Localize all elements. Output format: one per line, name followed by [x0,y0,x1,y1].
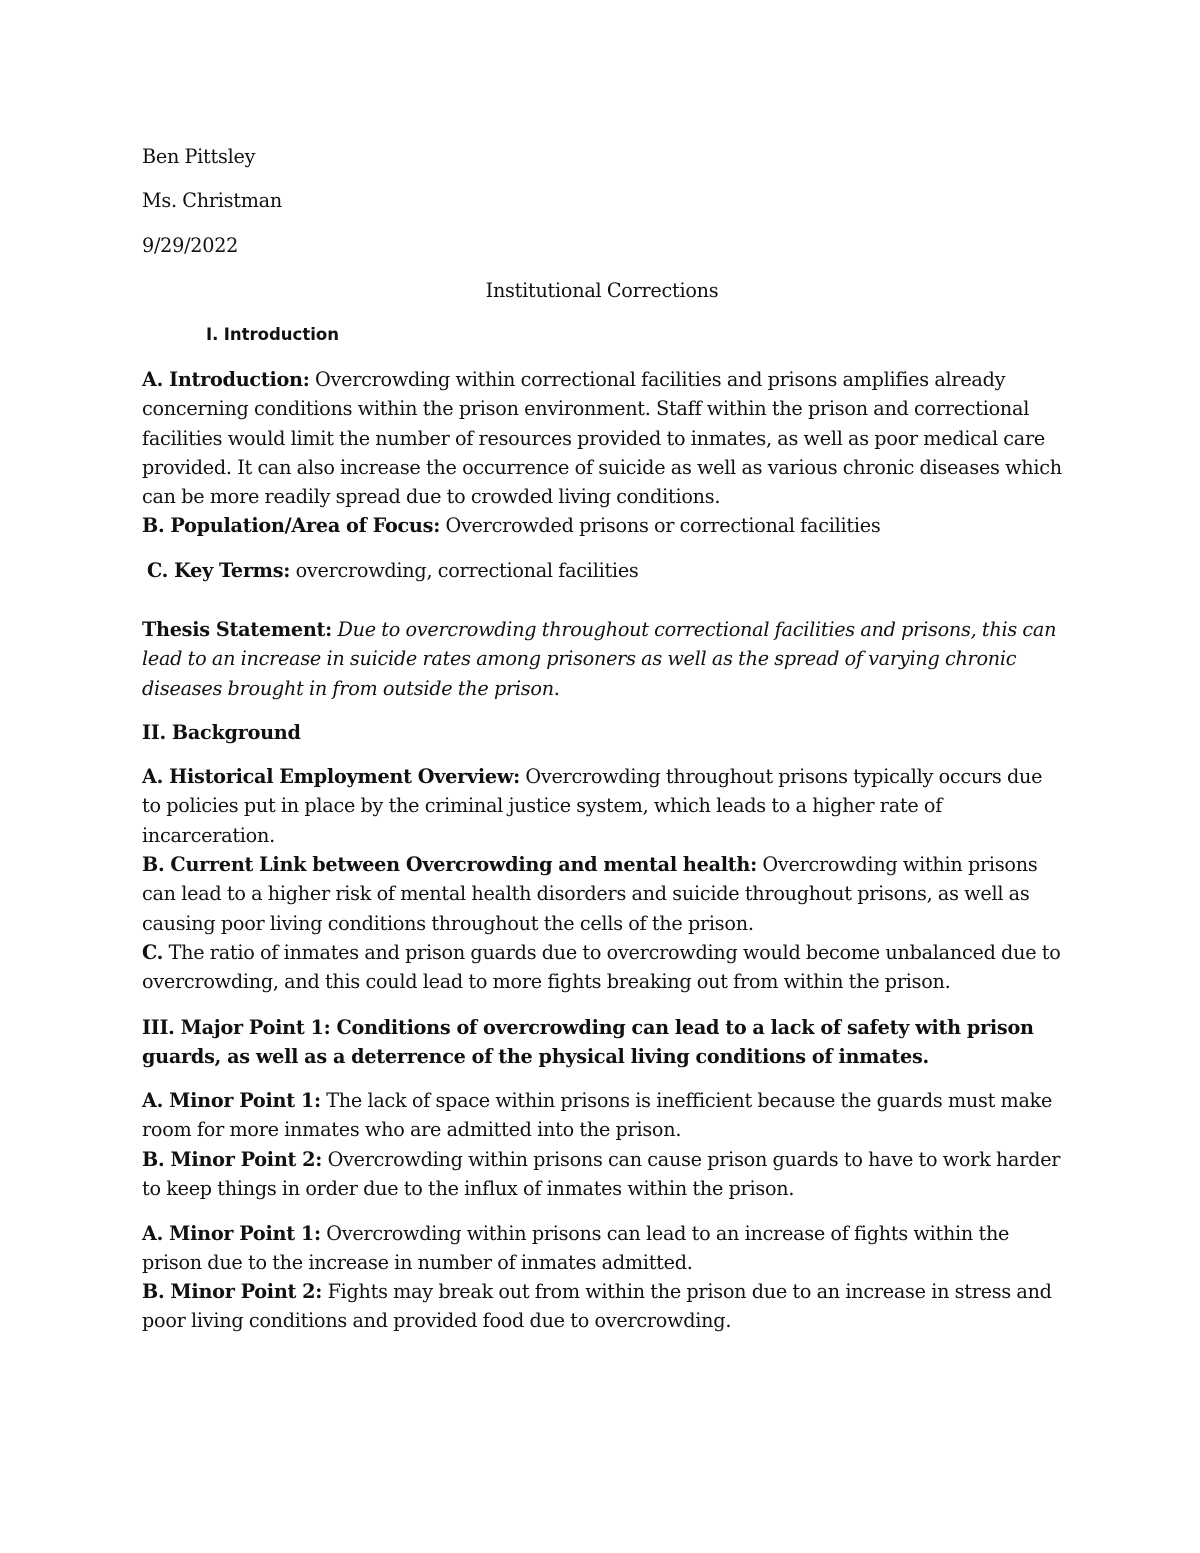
minor-point-1-label: A. Minor Point 1: [142,1089,321,1112]
minor-point-1b-label: A. Minor Point 1: [142,1222,321,1245]
introduction-paragraph [142,365,1062,511]
key-terms-text: overcrowding, correctional facilities [290,559,639,582]
minor-point-1b-text: Overcrowding within prisons can lead to an increase of fights within the prison due to the increase in number of inmates admitted. [142,1222,1010,1275]
mental-health-text: Overcrowding within prisons can lead to a higher risk of mental health disorders and suicide throughout prisons, as well as causing poor living conditions throughout the cells of the prison. [142,853,1038,935]
mental-health-label: B. Current Link between Overcrowding and mental health: [142,853,757,876]
thesis-label: Thesis Statement: [142,618,332,641]
minor-point-2-paragraph [142,1145,1062,1204]
document-date: 9/29/2022 [142,234,239,257]
teacher-name: Ms. Christman [142,189,282,212]
thesis-paragraph [142,615,1062,703]
historical-overview-label: A. Historical Employment Overview: [142,765,520,788]
introduction-text: Overcrowding within correctional facilities and prisons amplifies already concerning conditions within the prison environment. Staff within the prison and correctional facilities would limit the number of resources provided to inmates, as well as poor medical care provided. It can also increase the occurrence of suicide as well as various chronic diseases which can be more readily spread due to crowded living conditions. [142,368,1062,509]
inmate-ratio-text: The ratio of inmates and prison guards due to overcrowding would become unbalanced due to overcrowding, and this could lead to more fights breaking out from within the prison. [142,941,1061,994]
key-terms-paragraph [147,556,1067,585]
student-name: Ben Pittsley [142,145,256,168]
inmate-ratio-label: C. [142,941,164,964]
historical-overview-paragraph [142,762,1062,850]
population-label: B. Population/Area of Focus: [142,514,441,537]
minor-point-2-label: B. Minor Point 2: [142,1148,323,1171]
section-heading-background: II. Background [142,721,301,744]
minor-point-1-text: The lack of space within prisons is inefficient because the guards must make room for more inmates who are admitted into the prison. [142,1089,1053,1142]
historical-overview-text: Overcrowding throughout prisons typically occurs due to policies put in place by the criminal justice system, which leads to a higher rate of incarceration. [142,765,1043,847]
minor-point-1-paragraph [142,1086,1062,1145]
mental-health-paragraph [142,850,1062,938]
document-title: Institutional Corrections [485,279,719,302]
introduction-label: A. Introduction: [142,368,310,391]
minor-point-2b-text: Fights may break out from within the prison due to an increase in stress and poor living conditions and provided food due to overcrowding. [142,1280,1052,1333]
minor-point-2b-paragraph [142,1277,1062,1336]
inmate-ratio-paragraph [142,938,1062,997]
minor-point-1b-paragraph [142,1219,1062,1278]
population-text: Overcrowded prisons or correctional facilities [440,514,881,537]
thesis-text: Due to overcrowding throughout correctional facilities and prisons, this can lead to an increase in suicide rates among prisoners as well as the spread of varying chronic diseases brought in from outside the prison [142,618,1057,700]
section-heading-introduction: I. Introduction [206,325,339,344]
section-heading-major-point: III. Major Point 1: Conditions of overcrowding can lead to a lack of safety with prison guards, as well as a deterrence of the physical living conditions of inmates. [142,1016,1034,1069]
population-paragraph [142,511,1062,540]
minor-point-2-text: Overcrowding within prisons can cause prison guards to have to work harder to keep things in order due to the influx of inmates within the prison. [142,1148,1061,1201]
key-terms-label: C. Key Terms: [147,559,291,582]
minor-point-2b-label: B. Minor Point 2: [142,1280,323,1303]
thesis-end: . [553,676,560,700]
